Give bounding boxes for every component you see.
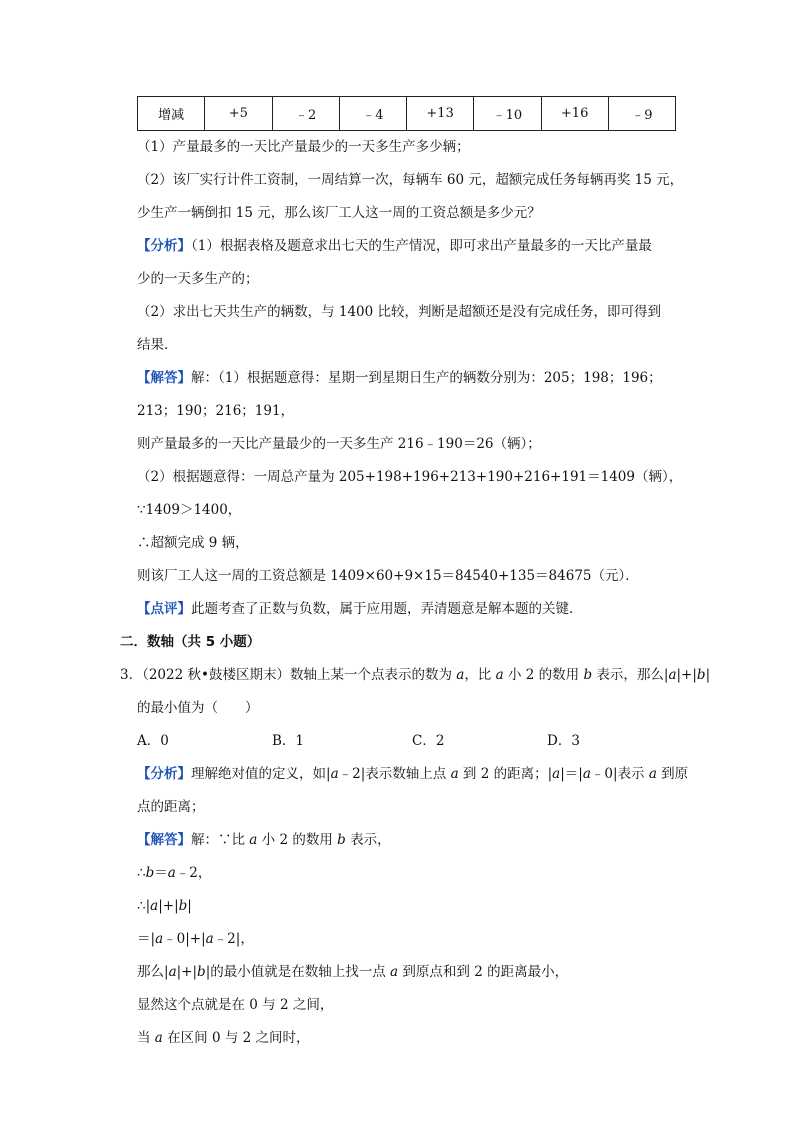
option-value: 1 [295, 733, 305, 749]
question-part-2-line-1: （2）该厂实行计件工资制，一周结算一次，每辆车 60 元，超额完成任务每辆再奖 15 元， [137, 172, 684, 188]
analysis-line-4: 结果． [137, 337, 178, 353]
solution-text: | [187, 898, 192, 914]
solution-tag: 【解答】 [137, 370, 191, 386]
table-cell: +5 [205, 97, 272, 131]
table-cell: ﹣9 [608, 97, 675, 131]
variable-b: b [197, 964, 206, 980]
variable-b: b [178, 898, 188, 914]
stem-text: | [705, 667, 711, 683]
solution-text: 解：∵比 [191, 832, 250, 848]
analysis-line-3: （2）求出七天共生产的辆数，与 1400 比较，判断是超额还是没有完成任务，即可得到 [137, 304, 662, 320]
stem-text: 表示，那么| [592, 667, 669, 683]
variable-a: a [495, 667, 504, 683]
option-a [137, 731, 169, 751]
solution-text: 那么| [137, 964, 169, 980]
stem-text: 小 2 的数用 [503, 667, 584, 683]
variable-a: a [168, 964, 177, 980]
analysis-text: |＝| [560, 766, 583, 782]
variable-a: a [390, 964, 399, 980]
q3-solution-line-6: 显然这个点就是在 0 与 2 之间， [137, 997, 334, 1013]
option-letter: C． [412, 733, 436, 749]
option-value: 3 [571, 733, 580, 749]
option-b [272, 731, 304, 751]
question-part-2-line-2: 少生产一辆倒扣 15 元，那么该厂工人这一周的工资总额是多少元？ [137, 205, 541, 221]
variable-b: b [337, 832, 346, 848]
solution-text: 表示， [345, 832, 391, 848]
analysis-line-1 [137, 236, 652, 256]
analysis-text: ﹣2|表示数轴上点 [338, 766, 451, 782]
solution-text: |+| [176, 964, 198, 980]
variable-a: a [249, 832, 258, 848]
q3-solution-line-5 [137, 962, 568, 982]
variable-a: a [668, 667, 677, 683]
solution-text: ∴ [137, 865, 146, 881]
variable-b: b [583, 667, 593, 683]
stem-text: （2022 秋•鼓楼区期末）数轴上某一个点表示的数为 [142, 667, 457, 683]
analysis-tag: 【分析】 [137, 238, 191, 254]
stem-text: |+| [676, 667, 697, 683]
q3-analysis-line-1 [137, 764, 688, 784]
solution-line-5: ∵1409＞1400， [137, 502, 242, 518]
solution-text: 当 [137, 1030, 155, 1046]
option-letter: D． [547, 733, 572, 749]
analysis-text: 到 2 的距离；| [458, 766, 553, 782]
q3-solution-line-2 [137, 863, 211, 883]
solution-text: ＝| [137, 931, 156, 947]
table-cell: +16 [541, 97, 608, 131]
table-row [138, 97, 676, 131]
option-d [547, 731, 580, 751]
solution-text: ＝ [154, 865, 168, 881]
question-number: 3． [120, 667, 143, 683]
q3-analysis-line-2: 点的距离； [137, 799, 205, 815]
option-value: 2 [435, 733, 445, 749]
solution-text: ﹣2， [175, 865, 212, 881]
variable-a: a [582, 766, 591, 782]
variable-a: a [648, 766, 657, 782]
solution-text: ﹣2|， [213, 931, 254, 947]
solution-tag: 【解答】 [137, 832, 191, 848]
table-cell: +13 [407, 97, 474, 131]
option-c [412, 731, 444, 751]
analysis-text: ﹣0|表示 [590, 766, 649, 782]
variable-a: a [150, 898, 159, 914]
solution-text: 到原点和到 2 的距离最小， [398, 964, 569, 980]
solution-line-4: （2）根据题意得：一周总产量为 205+198+196+213+190+216+191＝1409（辆）， [137, 469, 683, 485]
question-part-1: （1）产量最多的一天比产量最少的一天多生产多少辆； [137, 139, 470, 155]
section-title: 二．数轴（共 5 小题） [120, 634, 261, 650]
variable-a: a [552, 766, 561, 782]
solution-text: ﹣0|+| [163, 931, 206, 947]
variable-a: a [167, 865, 176, 881]
solution-line-3: 则产量最多的一天比产量最少的一天多生产 216﹣190＝26（辆）； [137, 436, 541, 452]
solution-text: 解：（1）根据题意得：星期一到星期日生产的辆数分别为：205；198；196； [191, 370, 662, 386]
q3-solution-line-7 [137, 1028, 310, 1048]
stem-text: ，比 [464, 667, 496, 683]
solution-text: 小 2 的数用 [257, 832, 338, 848]
table-cell: ﹣4 [339, 97, 406, 131]
solution-text: ∴| [137, 898, 151, 914]
solution-text: |+| [158, 898, 179, 914]
q3-solution-line-3 [137, 896, 192, 916]
analysis-text: 理解绝对值的定义，如| [191, 766, 331, 782]
solution-line-1 [137, 368, 662, 388]
production-change-table [137, 96, 676, 131]
solution-text: |的最小值就是在数轴上找一点 [205, 964, 391, 980]
variable-a: a [456, 667, 465, 683]
solution-line-6: ∴超额完成 9 辆， [137, 535, 249, 551]
table-cell: ﹣10 [474, 97, 541, 131]
variable-a: a [450, 766, 459, 782]
table-cell: ﹣2 [272, 97, 339, 131]
comment-text: 此题考查了正数与负数，属于应用题，弄清题意是解本题的关键． [191, 601, 583, 617]
solution-line-2: 213；190；216；191， [137, 403, 295, 419]
option-letter: B． [272, 733, 296, 749]
variable-a: a [205, 931, 214, 947]
solution-text: 在区间 0 与 2 之间时， [162, 1030, 310, 1046]
table-header-cell: 增减 [138, 97, 205, 131]
analysis-text: （1）根据表格及题意求出七天的生产情况，即可求出产量最多的一天比产量最 [191, 238, 652, 254]
variable-b: b [696, 667, 706, 683]
variable-a: a [155, 931, 164, 947]
question-3-stem-line-1 [120, 665, 710, 685]
analysis-line-2: 少的一天多生产的； [137, 271, 259, 287]
option-letter: A． [137, 733, 161, 749]
comment-line [137, 599, 583, 619]
variable-b: b [145, 865, 155, 881]
analysis-text: 到原 [656, 766, 689, 782]
variable-a: a [154, 1030, 163, 1046]
comment-tag: 【点评】 [137, 601, 191, 617]
q3-solution-line-1 [137, 830, 391, 850]
question-3-stem-line-2: 的最小值为（ ） [137, 700, 259, 716]
variable-a: a [330, 766, 339, 782]
solution-line-7: 则该厂工人这一周的工资总额是 1409×60+9×15＝84540+135＝84675（元）． [137, 568, 639, 584]
option-value: 0 [160, 733, 169, 749]
analysis-tag: 【分析】 [137, 766, 191, 782]
q3-solution-line-4 [137, 929, 254, 949]
